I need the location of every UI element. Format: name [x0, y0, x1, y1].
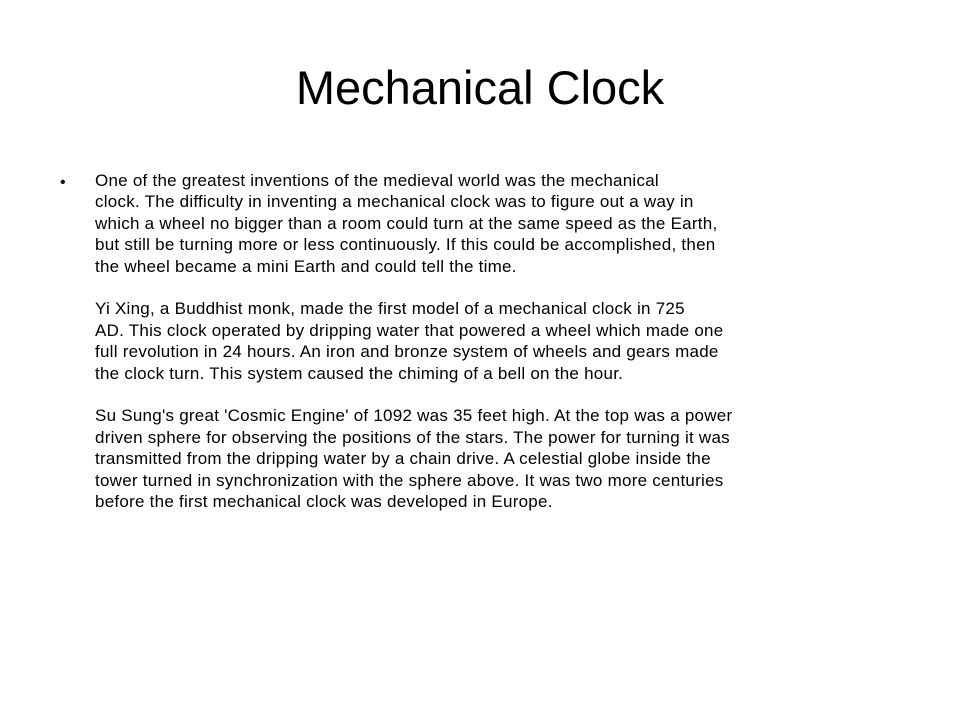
bullet-marker: • — [60, 174, 66, 191]
text-line: AD. This clock operated by dripping water that powered a wheel which made one — [95, 320, 724, 340]
text-line: the clock turn. This system caused the chiming of a bell on the hour. — [95, 363, 624, 383]
text-line: before the first mechanical clock was developed in Europe. — [95, 492, 553, 512]
text-line: One of the greatest inventions of the medieval world was the mechanical — [95, 171, 659, 190]
text-line: but still be turning more or less continuously. If this could be accomplished, then — [95, 235, 716, 255]
paragraph-su-sung — [95, 405, 920, 512]
text-line: the wheel became a mini Earth and could tell the time. — [95, 256, 517, 276]
text-line: transmitted from the dripping water by a chain drive. A celestial globe inside the — [95, 449, 711, 469]
text-line: driven sphere for observing the positions of the stars. The power for turning it was — [95, 427, 730, 447]
text-line: Yi Xing, a Buddhist monk, made the first model of a mechanical clock in 725 — [95, 299, 685, 319]
slide-body — [60, 170, 920, 512]
text-line: full revolution in 24 hours. An iron and bronze system of wheels and gears made — [95, 342, 719, 362]
text-line: Su Sung's great 'Cosmic Engine' of 1092 was 35 feet high. At the top was a power — [95, 406, 733, 426]
text-line: which a wheel no bigger than a room could turn at the same speed as the Earth, — [95, 213, 718, 233]
paragraph-mechanical-clock-intro — [95, 170, 920, 277]
text-line: clock. The difficulty in inventing a mechanical clock was to figure out a way in — [95, 192, 694, 212]
slide-title: Mechanical Clock — [295, 61, 665, 114]
text-line: tower turned in synchronization with the sphere above. It was two more centuries — [95, 470, 724, 490]
paragraph-yi-xing — [95, 298, 920, 384]
bullet-text — [95, 170, 920, 512]
